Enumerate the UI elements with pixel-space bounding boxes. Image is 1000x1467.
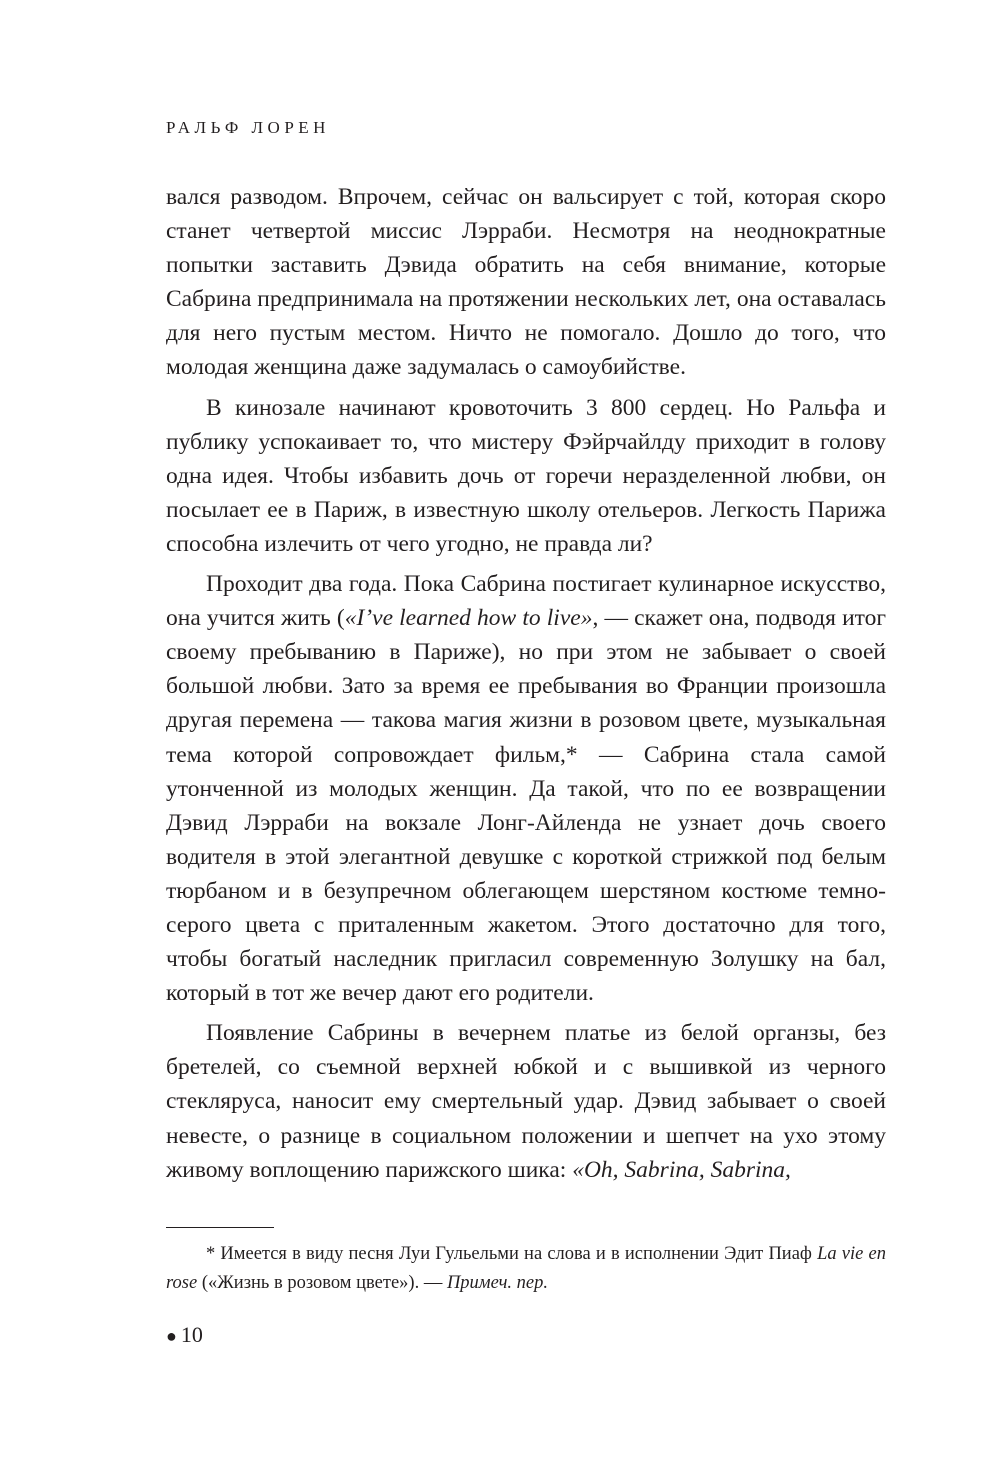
footnote-song-title: La vie en rose <box>166 1244 887 1293</box>
bullet-icon: ● <box>166 1326 177 1346</box>
footnote-text-before: * Имеется в виду песня Луи Гульельми на слова и в исполнении Эдит Пиаф <box>206 1244 818 1264</box>
paragraph-4 <box>166 1016 886 1186</box>
footnote-text <box>166 1240 886 1298</box>
page-number-value: 10 <box>180 1322 203 1347</box>
paragraph-4-text-before: Появление Сабрины в вечернем платье из белой органзы, без бретелей, со съемной верхней юбкой и с вышивкой из черного стекляруса, наносит ему смертельный удар. Дэвид забывает о своей невесте, о разнице в социальном положении и шепчет на ухо этому живому воплощению парижского шика: <box>166 1020 886 1183</box>
paragraph-3 <box>166 567 886 1010</box>
paragraph-2: В кинозале начинают кровоточить 3 800 сердец. Но Ральфа и публику успокаивает то, что мистеру Фэйрчайлду приходит в голову одна идея. Чтобы избавить дочь от горечи неразделенной любви, он посылает ее в Париж, в известную школу отельеров. Легкость Парижа способна излечить от чего угодно, не правда ли? <box>166 394 886 557</box>
footnote-text-middle: («Жизнь в розовом цвете»). — <box>197 1273 447 1293</box>
footnote-translator-note: Примеч. пер. <box>446 1273 548 1293</box>
footnote <box>166 1240 886 1298</box>
paragraph-3-quote: «I’ve learned how to live» <box>344 605 593 632</box>
running-head: РАЛЬФ ЛОРЕН <box>166 118 330 137</box>
page-number <box>166 1322 203 1348</box>
paragraph-3-text-before: Проходит два года. Пока Сабрина постигает кулинарное искусство, она учится жить ( <box>166 571 886 632</box>
paragraph-1: вался разводом. Впрочем, сейчас он вальсирует с той, которая скоро станет четвертой миссис Лэрраби. Несмотря на неоднократные попытки заставить Дэвида обратить на себя внимание, которые Сабрина предпринимала на протяжении нескольких лет, она оставалась для него пустым местом. Ничто не помогало. Дошло до того, что молодая женщина даже задумалась о самоубийстве. <box>166 184 886 381</box>
paragraph-4-quote: «Oh, Sabrina, Sabrina, <box>572 1156 791 1183</box>
body-text <box>166 180 886 1187</box>
paragraph-3-text-after: , — скажет она, подводя итог своему пребыванию в Париже), но при этом не забывает о своей большой любви. Зато за время ее пребывания во Франции произошла другая перемена — такова магия жизни в розовом цвете, музыкальная тема которой сопровождает фильм,* — Сабрина стала самой утонченной из молодых женщин. Да такой, что по ее возвращении Дэвид Лэрраби на вокзале Лонг-Айленда не узнает дочь своего водителя в этой элегантной девушке с короткой стрижкой под белым тюрбаном и в безупречном облегающем шерстяном костюме темно-серого цвета с приталенным жакетом. Этого достаточно для того, чтобы богатый наследник пригласил современную Золушку на бал, который в тот же вечер дают его родители. <box>166 605 886 1007</box>
footnote-rule <box>166 1227 274 1228</box>
